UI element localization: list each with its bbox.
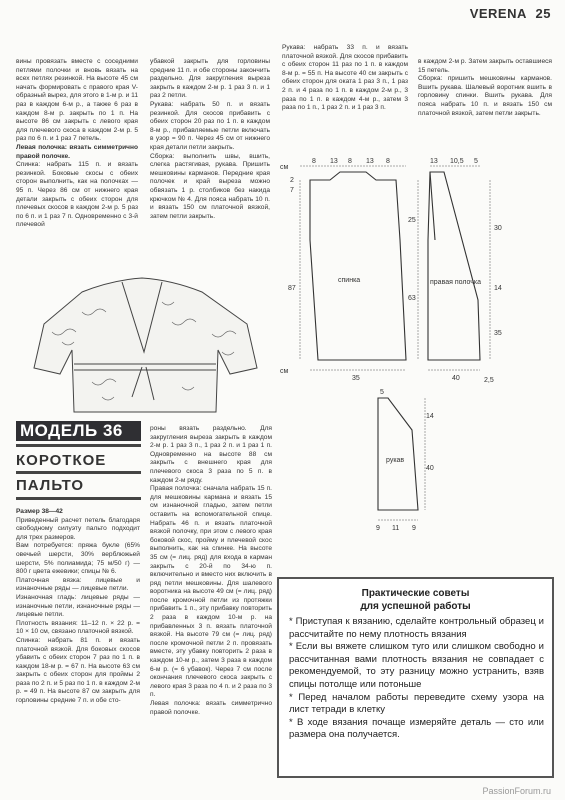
dim-top-front: 5	[474, 158, 478, 165]
page-header	[470, 6, 551, 21]
dim-unit: см	[280, 164, 289, 171]
size-label: Размер 38—42	[16, 508, 63, 515]
dim-side-front: 30	[494, 225, 502, 232]
paragraph: убавкой закрыть для горловины средние 11 п. и обе стороны закончить раздельно. Для закругления выреза закрыть в каждом 2-м р. 1 раз 3 п. и 1 раз 2 петли.	[150, 58, 270, 100]
dim-side-back: 2	[290, 177, 294, 184]
paragraph: роны вязать раздельно. Для закругления выреза закрыть в каждом 2-м р. 1 раз 3 п., 1 раз 2 п. и 1 раз 1 п. Одновременно на высоте 88 см закрыть с внешнего края для плечевого скоса 3 раза по 5 п. в каждом 2-м ряду.	[150, 425, 272, 484]
coat-illustration	[22, 272, 272, 417]
dim-top-front: 10,5	[450, 158, 464, 165]
paragraph: Вам потребуется: пряжа букле (65% овечьей шерсти, 30% верблюжьей шерсти, 5% полиамида; 75 м/50 г) — 800 г цвета ежевики; спицы № 6.	[16, 542, 140, 576]
dim-side-front: 14	[494, 285, 502, 292]
dim-side-front: 35	[494, 330, 502, 337]
tips-title	[279, 587, 552, 613]
dim-bottom-back: 35	[352, 375, 360, 382]
dim-sleeve-top: 5	[380, 389, 384, 396]
text-column-2-bottom	[150, 425, 272, 717]
dim-top-back: 8	[348, 158, 352, 165]
paragraph: Плотность вязания: 11–12 п. × 22 р. = 10 × 10 см, связано платочной вязкой.	[16, 619, 140, 636]
paragraph: вины провязать вместе с соседними петлями полочки и вновь вязать на всех петлях резинкой. На высоте 45 см начать формировать с правого края V-образный вырез, для этого в 1-м р. и 11 раз в каждом 6-м р., а также 6 раз в каждом 8-м р. закрыть по 1 п. На высоте 86 см закрыть с левого края для плечевого скоса в каждом 2-м р. 5 раз по 6 п. и 1 раз 7 петель.	[16, 58, 138, 143]
page-number: 25	[535, 6, 551, 21]
paragraph: Сборка: выполнить швы, вшить, слегка растягивая, рукава. Пришить мешковины карманов. Передние края полочек и край выреза можно обвязать 1 р. столбиков без накида крючком № 4. Для пояса набрать 10 п. и вязать 150 см платочной вязкой, затем петли закрыть.	[150, 152, 270, 220]
dim-sleeve-bottom: 9	[412, 525, 416, 532]
front-piece-armhole	[430, 172, 435, 240]
brand-name: VERENA	[469, 6, 527, 21]
front-piece-label: правая полочка	[430, 279, 482, 286]
paragraph: Левая полочка: вязать симметрично правой полочке.	[16, 143, 138, 160]
divider	[16, 444, 141, 447]
dim-sleeve-bottom: 11	[392, 525, 400, 532]
divider	[16, 471, 141, 474]
dimension-lines	[300, 166, 490, 520]
paragraph: Рукава: набрать 50 п. и вязать резинкой. Для скосов прибавить с обеих сторон 20 раз по 1 п. в каждом 8-м р., прибавляемые петли включать в узор = 90 п. Через 45 см от нижнего края детали петли закрыть.	[150, 100, 270, 151]
dim-top-back: 13	[330, 158, 338, 165]
dim-top-front: 13	[430, 158, 438, 165]
text-column-3-top	[282, 44, 408, 113]
back-piece-outline	[310, 172, 406, 360]
model-title: МОДЕЛЬ 36	[16, 421, 141, 441]
divider	[16, 497, 141, 500]
dim-side-back: 7	[290, 187, 294, 194]
text-column-4-top	[418, 58, 552, 118]
paragraph: Приведенный расчет петель благодаря свободному силуэту пальто подходит для трех размеров.	[16, 516, 140, 541]
dim-side-back: 63	[408, 295, 416, 302]
tip-item: * В ходе вязания почаще измеряйте деталь — сто или размера она получается.	[289, 716, 544, 741]
dim-top-back: 8	[386, 158, 390, 165]
front-piece-outline	[428, 172, 480, 360]
paragraph: Правая полочка: сначала набрать 15 п. для мешковины кармана и вязать 15 см изнаночной гладью, затем петли оставить на вспомогательной спице. Набрать 46 п. и вязать платочной вязкой полочку, при этом с левого края боковой скос, пройму и плечевой скос выполнить, как на спинке. На высоте 35 см (= лиц. ряд) для входа в карман закрыть с 20-й по 34-ю п. включительно и вместо них включить в ряд петли мешковины. Для шалевого воротника на высоте 49 см (= лиц. ряд) после кромочной петли из протяжки прибавить 1 п., эту прибавку повторить 2 раза в каждом 10-м р. на прибавленных 3 п. вязать платочной вязкой. На высоте 79 см (= лиц. ряд) после кромочной петли 2 п. провязать вместе, эту убавку повторить 2 раза в каждом 10-м р., затем 3 раза в каждом 6-м р. (= 6 убавок). Через 7 см после окончания плечевого скоса закрыть с левого края 3 раза по 4 п. и 2 раза по 3 п.	[150, 485, 272, 699]
tips-box	[277, 577, 554, 778]
paragraph: Левая полочка: вязать симметрично правой полочке.	[150, 700, 272, 716]
dim-top-back: 13	[366, 158, 374, 165]
dim-bottom-front: 40	[452, 375, 460, 382]
tips-title-line-2: для успешной работы	[360, 601, 471, 612]
dim-side-back: 25	[408, 217, 416, 224]
dim-sleeve-side: 40	[426, 465, 434, 472]
paragraph: Спинка: набрать 115 п. и вязать резинкой. Боковые скосы с обеих сторон выполнить, как на полочках — 95 п. Через 86 см от нижнего края детали закрыть с обеих сторон для плечевых скосов в каждом 2-м р. 5 раз по 6 п. и 1 раз 7 п. Одновременно с 3-й плечевой	[16, 161, 138, 229]
dim-sleeve-side-top: 14	[426, 413, 434, 420]
tips-list	[289, 616, 544, 742]
watermark: PassionForum.ru	[482, 786, 551, 796]
tip-item: * Приступая к вязанию, сделайте контрольный образец и рассчитайте по нему плотность вязания	[289, 616, 544, 640]
paragraph: Рукава: набрать 33 п. и вязать платочной вязкой. Для скосов прибавить с обеих сторон 11 раз по 1 п. в каждом 8-м р. = 55 п. На высоте 40 см закрыть с обеих сторон для оката 1 раз 3 п., 1 раз 2 п. и 4 раза по 1 п. в каждом 2-м р., 3 раза по 1 п. в каждом 4-м р., затем 3 раза по 1 п., 1 раз 2 п. и 1 раз 3 п.	[282, 44, 408, 112]
paragraph: в каждом 2-м р. Затем закрыть оставшиеся 15 петель.	[418, 58, 552, 74]
paragraph: Изнаночная гладь: лицевые ряды — изнаночные петли, изнаночные ряды — лицевые петли.	[16, 593, 140, 619]
dim-side-back: 87	[288, 285, 296, 292]
dim-bottom-front-extra: 2,5	[484, 377, 494, 384]
tip-item: * Перед началом работы переведите схему узора на лист тетради в клетку	[289, 691, 544, 716]
back-piece-label: спинка	[338, 277, 361, 284]
dim-bottom-unit: см	[280, 368, 289, 375]
dim-sleeve-bottom: 9	[376, 525, 380, 532]
pattern-schematic	[280, 150, 558, 570]
text-column-1-top	[16, 58, 138, 230]
model-subtitle-1: КОРОТКОЕ	[16, 452, 107, 469]
paragraph: Сборка: пришить мешковины карманов. Вшить рукава. Шалевый воротник вшить в горловину спинки. Вшить рукава. Для пояса набрать 10 п. и вязать 150 см платочной вязкой, затем петли закрыть.	[418, 75, 552, 117]
text-column-2-top	[150, 58, 270, 221]
paragraph: Спинка: набрать 81 п. и вязать платочной вязкой. Для боковых скосов убавить с обеих сторон 7 раз по 1 п. в каждом 18-м р. = 67 п. На высоте 63 см закрыть с обеих сторон для проймы 2 раза по 2 п. и 5 раз по 1 п. в каждом 2-м р. = 49 п. На высоте 87 см закрыть для горловины средние 7 п. и обе сто-	[16, 636, 140, 705]
text-column-1-bottom	[16, 508, 140, 706]
tip-item: * Если вы вяжете слишком туго или слишком свободно и рассчитанная вами плотность вязания не совпадает с рекомендуемой, то эту разницу можно устранить, взяв спицы потолще или потоньше	[289, 641, 544, 690]
dim-top-back: 8	[312, 158, 316, 165]
sleeve-piece-label: рукав	[386, 457, 405, 464]
model-subtitle-2: ПАЛЬТО	[16, 477, 85, 494]
tips-title-line-1: Практические советы	[361, 588, 470, 599]
sleeve-outline	[378, 398, 418, 510]
paragraph: Платочная вязка: лицевые и изнаночные ряды — лицевые петли.	[16, 576, 140, 593]
